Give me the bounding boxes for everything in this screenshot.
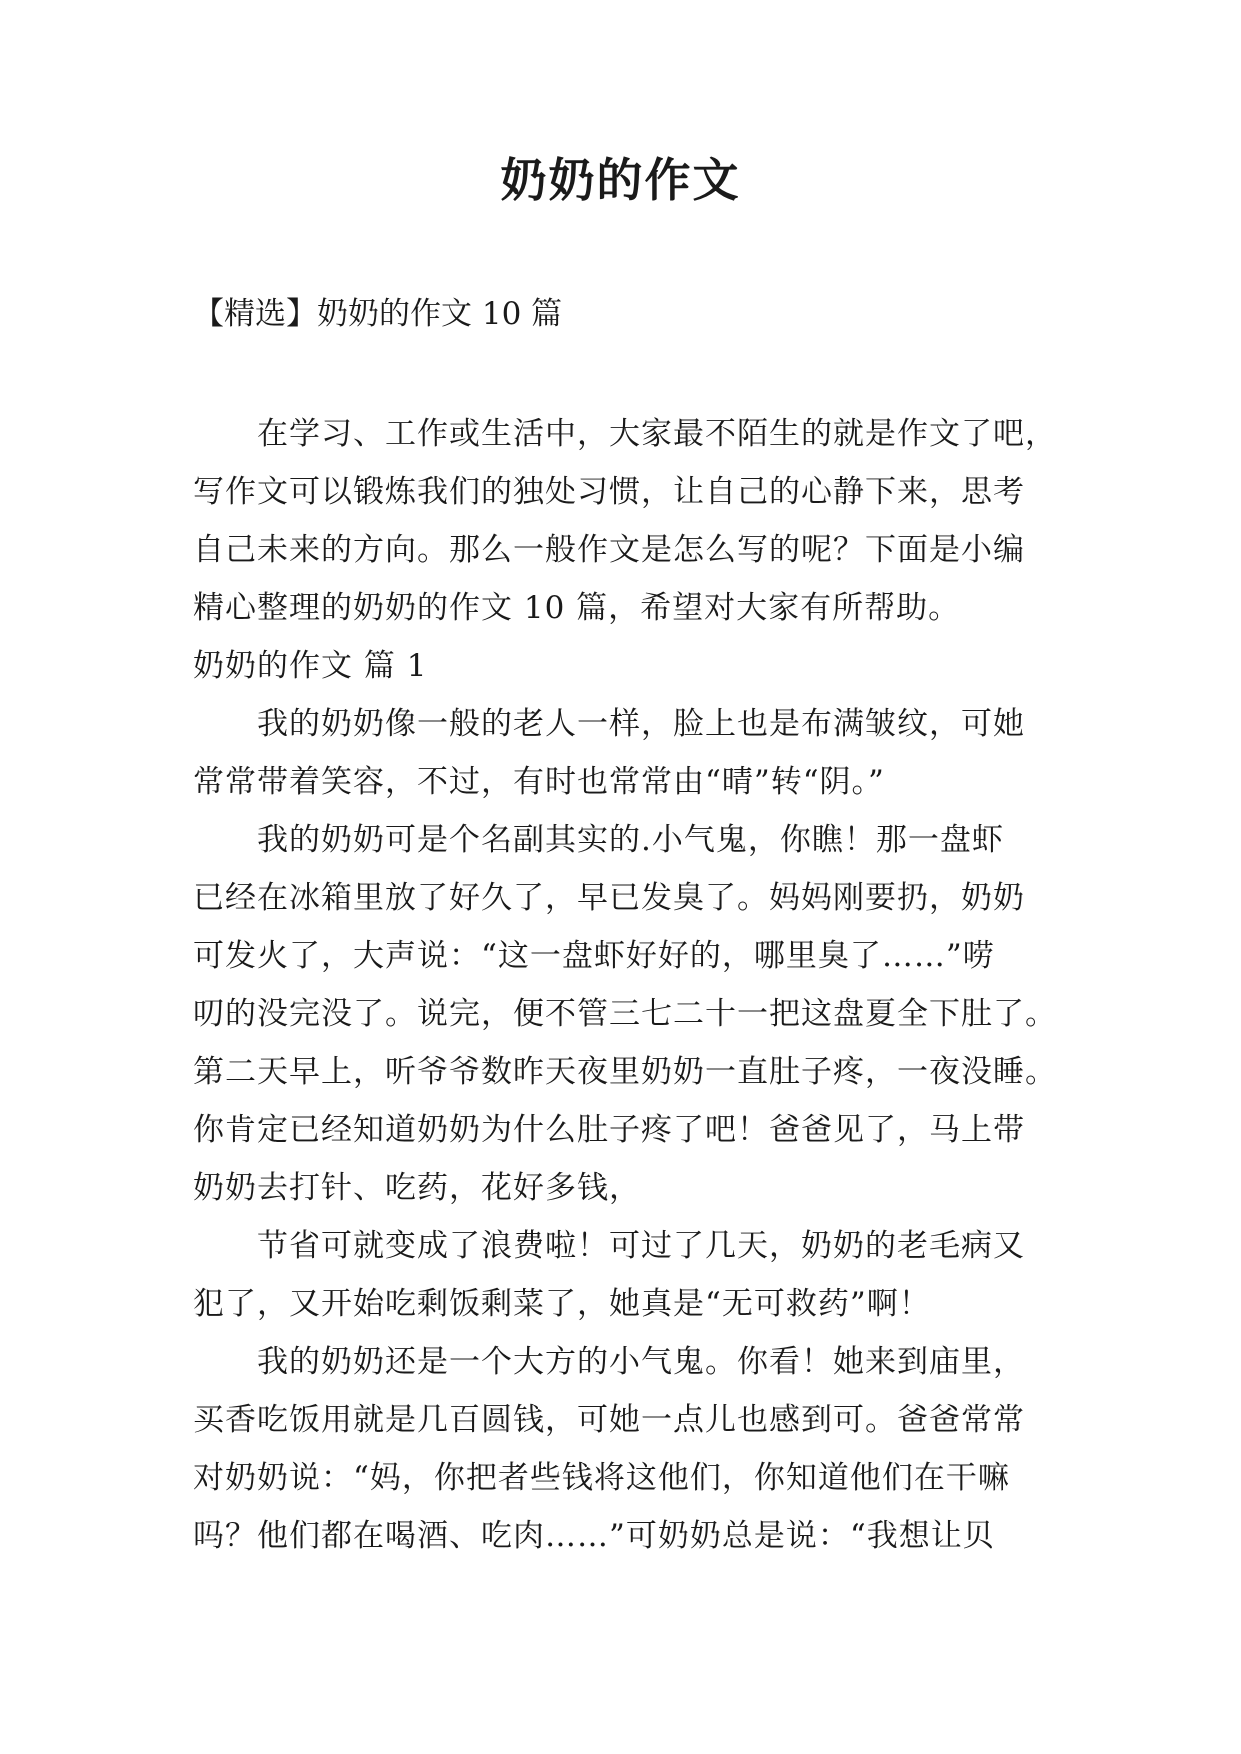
- text-line: 叨的没完没了。说完，便不管三七二十一把这盘夏全下肚了。: [193, 996, 1057, 1032]
- text-line: 买香吃饭用就是几百圆钱，可她一点儿也感到可。爸爸常常: [193, 1402, 1025, 1438]
- document-subtitle: 【精选】奶奶的作文 10 篇: [193, 296, 563, 332]
- text-line: 精心整理的奶奶的作文 10 篇，希望对大家有所帮助。: [193, 590, 961, 626]
- text-line: 奶奶去打针、吃药，花好多钱，: [193, 1170, 641, 1206]
- text-line: 节省可就变成了浪费啦！可过了几天，奶奶的老毛病又: [257, 1228, 1025, 1264]
- text-line: 我的奶奶可是个名副其实的.小气鬼，你瞧！那一盘虾: [257, 822, 1004, 858]
- text-line: 写作文可以锻炼我们的独处习惯，让自己的心静下来，思考: [193, 474, 1025, 510]
- text-line: 奶奶的作文 篇 1: [193, 648, 428, 684]
- text-line: 已经在冰箱里放了好久了，早已发臭了。妈妈刚要扔，奶奶: [193, 880, 1025, 916]
- text-line: 你肯定已经知道奶奶为什么肚子疼了吧！爸爸见了，马上带: [193, 1112, 1025, 1148]
- document-title: 奶奶的作文: [500, 153, 741, 207]
- text-line: 常常带着笑容，不过，有时也常常由“晴”转“阴。”: [193, 764, 885, 800]
- text-line: 第二天早上，听爷爷数昨天夜里奶奶一直肚子疼，一夜没睡。: [193, 1054, 1057, 1090]
- text-line: 在学习、工作或生活中，大家最不陌生的就是作文了吧，: [257, 416, 1057, 452]
- text-line: 对奶奶说：“妈，你把者些钱将这他们，你知道他们在干嘛: [193, 1460, 1010, 1496]
- text-line: 自己未来的方向。那么一般作文是怎么写的呢？下面是小编: [193, 532, 1025, 568]
- text-line: 我的奶奶像一般的老人一样，脸上也是布满皱纹，可她: [257, 706, 1025, 742]
- document-body: [193, 405, 1057, 1565]
- text-line: 可发火了，大声说：“这一盘虾好好的，哪里臭了……”唠: [193, 938, 995, 974]
- text-line: 吗？他们都在喝酒、吃肉……”可奶奶总是说：“我想让贝: [193, 1518, 995, 1554]
- text-line: 我的奶奶还是一个大方的小气鬼。你看！她来到庙里，: [257, 1344, 1025, 1380]
- text-line: 犯了，又开始吃剩饭剩菜了，她真是“无可救药”啊！: [193, 1286, 931, 1322]
